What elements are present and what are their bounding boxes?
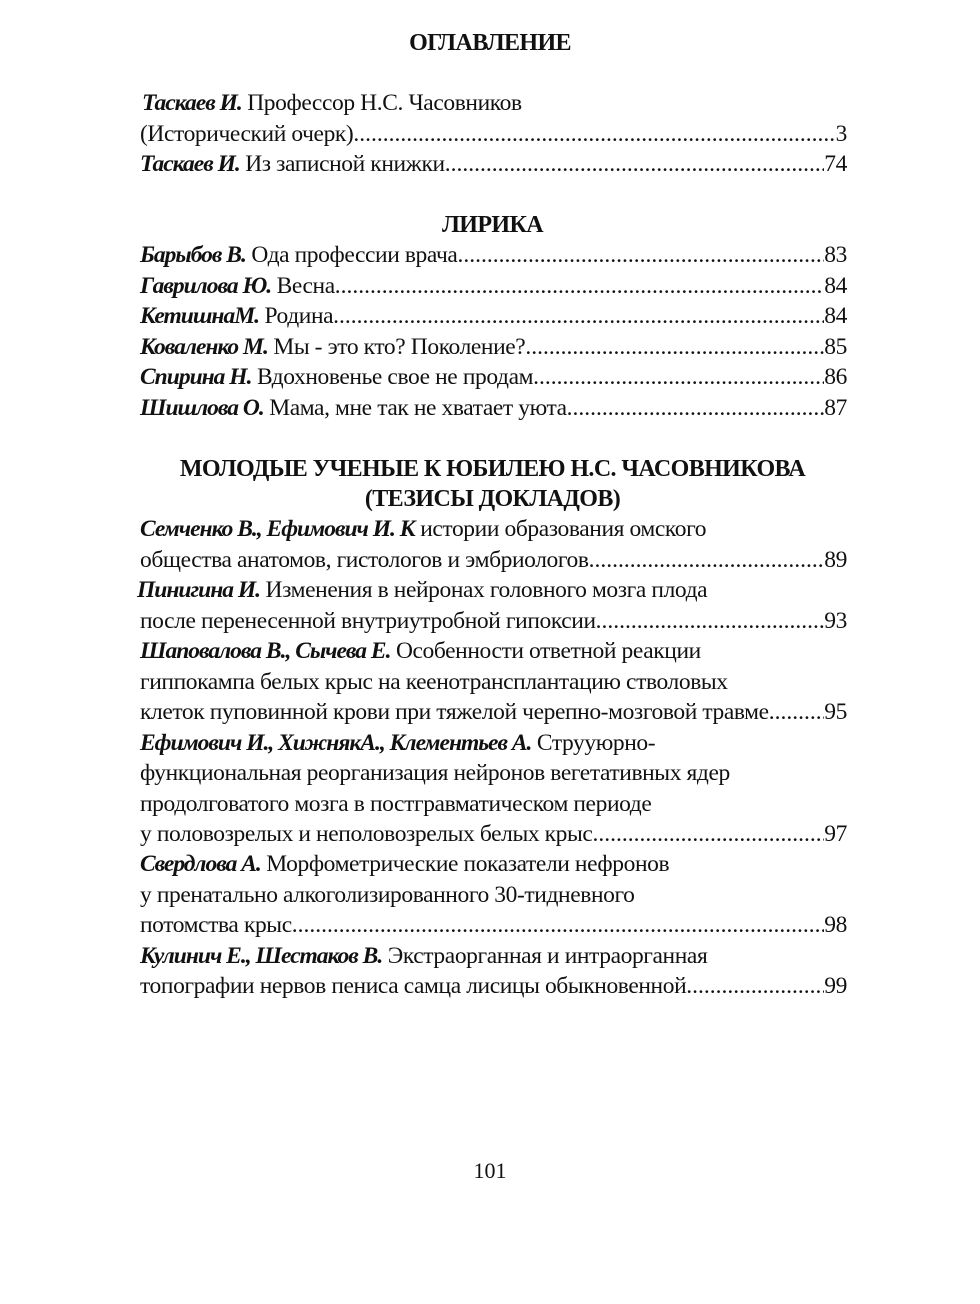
- entry-title: общества анатомов, гистологов и эмбриологов: [140, 547, 589, 573]
- entry-title: Ода профессии врача: [251, 242, 458, 268]
- entry-author: Семченко В., Ефимович И. К: [140, 516, 415, 542]
- entry-page: 89: [824, 547, 847, 573]
- toc-line[interactable]: [142, 88, 849, 118]
- entry-title: Экстраорганная и интраорганная: [387, 943, 708, 969]
- entry-page: 99: [824, 973, 847, 999]
- entry-title: Струуюрно-: [536, 730, 656, 756]
- entry-title: топографии нервов пениса самца лисицы обыкновенной: [140, 973, 687, 999]
- entry-title: после перенесенной внутриутробной гипоксии: [140, 608, 596, 634]
- toc-line[interactable]: [140, 941, 847, 971]
- entry-title: (Исторический очерк): [140, 121, 354, 147]
- leader-dots: [686, 971, 824, 1001]
- entry-page: 83: [824, 242, 847, 268]
- entry-author: Шишлова О.: [140, 395, 264, 421]
- toc-line[interactable]: [137, 575, 844, 605]
- leader-dots: [525, 332, 824, 362]
- toc-line[interactable]: [140, 362, 847, 392]
- leader-dots: [567, 393, 825, 423]
- entry-author: Таскаев И.: [142, 90, 242, 116]
- toc-line[interactable]: [140, 789, 847, 819]
- entry-author: Свердлова А.: [140, 851, 261, 877]
- entry-author: Пинигина И.: [137, 577, 261, 603]
- entry-page: 84: [824, 273, 847, 299]
- entry-title: Профессор Н.С. Часовников: [247, 90, 522, 116]
- toc-line[interactable]: [140, 667, 847, 697]
- toc-line[interactable]: [140, 119, 847, 149]
- leader-dots: [335, 271, 825, 301]
- leader-dots: [589, 545, 825, 575]
- entry-page: 87: [824, 395, 847, 421]
- entry-page: 85: [824, 334, 847, 360]
- entry-author: Кулинич Е., Шестаков В.: [140, 943, 383, 969]
- entry-author: Ефимович И., ХижнякА., Клементьев А.: [140, 730, 532, 756]
- toc-line[interactable]: [140, 728, 847, 758]
- entry-title: Изменения в нейронах головного мозга плода: [265, 577, 708, 603]
- entry-title: Мама, мне так не хватает уюта: [269, 395, 567, 421]
- entry-title: Весна: [276, 273, 335, 299]
- toc-line[interactable]: [140, 240, 847, 270]
- entry-title: у половозрелых и неполовозрелых белых крыс: [140, 821, 593, 847]
- entry-author: Шаповалова В., Сычева Е.: [140, 638, 391, 664]
- toc-line[interactable]: [140, 880, 847, 910]
- entry-title: у пренатально алкоголизированного 30-тидневного: [140, 882, 635, 908]
- entry-page: 97: [824, 821, 847, 847]
- toc-line[interactable]: [140, 332, 847, 362]
- toc-line[interactable]: [140, 758, 847, 788]
- leader-dots: [353, 119, 835, 149]
- leader-dots: [445, 149, 825, 179]
- entry-author: Гаврилова Ю.: [140, 273, 272, 299]
- entry-title: клеток пуповинной крови при тяжелой черепно-мозговой травме: [140, 699, 769, 725]
- entry-title: продолговатого мозга в постгравматическом периоде: [140, 791, 652, 817]
- toc-line[interactable]: [140, 271, 847, 301]
- toc-line[interactable]: [140, 971, 847, 1001]
- toc-line[interactable]: [140, 545, 847, 575]
- leader-dots: [292, 910, 825, 940]
- entry-title: истории образования омского: [420, 516, 707, 542]
- entry-page: 95: [824, 699, 847, 725]
- entry-page: 74: [824, 151, 847, 177]
- entry-author: Таскаев И.: [140, 151, 240, 177]
- toc-line[interactable]: [140, 636, 847, 666]
- toc-line[interactable]: [140, 393, 847, 423]
- leader-dots: [333, 301, 824, 331]
- toc-line[interactable]: [140, 849, 847, 879]
- entry-title: Морфометрические показатели нефронов: [266, 851, 670, 877]
- entry-title: Родина: [264, 303, 334, 329]
- section-title: ЛИРИКА: [441, 212, 543, 238]
- leader-dots: [457, 240, 824, 270]
- section-subtitle: (ТЕЗИСЫ ДОКЛАДОВ): [364, 486, 621, 512]
- entry-page: 98: [824, 912, 847, 938]
- toc-line[interactable]: [140, 149, 847, 179]
- entry-title: Вдохновенье свое не продам: [256, 364, 534, 390]
- entry-title: Из записной книжки: [245, 151, 445, 177]
- entry-author: Коваленко М.: [140, 334, 268, 360]
- toc-line[interactable]: [140, 697, 847, 727]
- leader-dots: [769, 697, 825, 727]
- entry-title: функциональная реорганизация нейронов вегетативных ядер: [140, 760, 730, 786]
- toc-line[interactable]: [140, 819, 847, 849]
- entry-page: 84: [824, 303, 847, 329]
- toc-line[interactable]: [140, 301, 847, 331]
- entry-title: Мы - это кто? Поколение?: [273, 334, 526, 360]
- toc-line[interactable]: [140, 606, 847, 636]
- section-title: МОЛОДЫЕ УЧЕНЫЕ К ЮБИЛЕЮ Н.С. ЧАСОВНИКОВА: [179, 456, 806, 482]
- entry-title: Особенности ответной реакции: [395, 638, 701, 664]
- toc-line[interactable]: [140, 514, 847, 544]
- entry-author: КетишнаМ.: [140, 303, 259, 329]
- entry-title: гиппокампа белых крыс на кеенотрансплантацию стволовых: [140, 669, 728, 695]
- entry-page: 93: [824, 608, 847, 634]
- entry-page: 3: [835, 121, 847, 147]
- page-title: ОГЛАВЛЕНИЕ: [409, 30, 571, 56]
- leader-dots: [596, 606, 825, 636]
- entry-author: Спирина Н.: [140, 364, 252, 390]
- page-number: 101: [473, 1158, 507, 1183]
- leader-dots: [592, 819, 824, 849]
- toc-line[interactable]: [140, 910, 847, 940]
- entry-author: Барыбов В.: [140, 242, 246, 268]
- leader-dots: [533, 362, 824, 392]
- entry-title: потомства крыс: [140, 912, 292, 938]
- entry-page: 86: [824, 364, 847, 390]
